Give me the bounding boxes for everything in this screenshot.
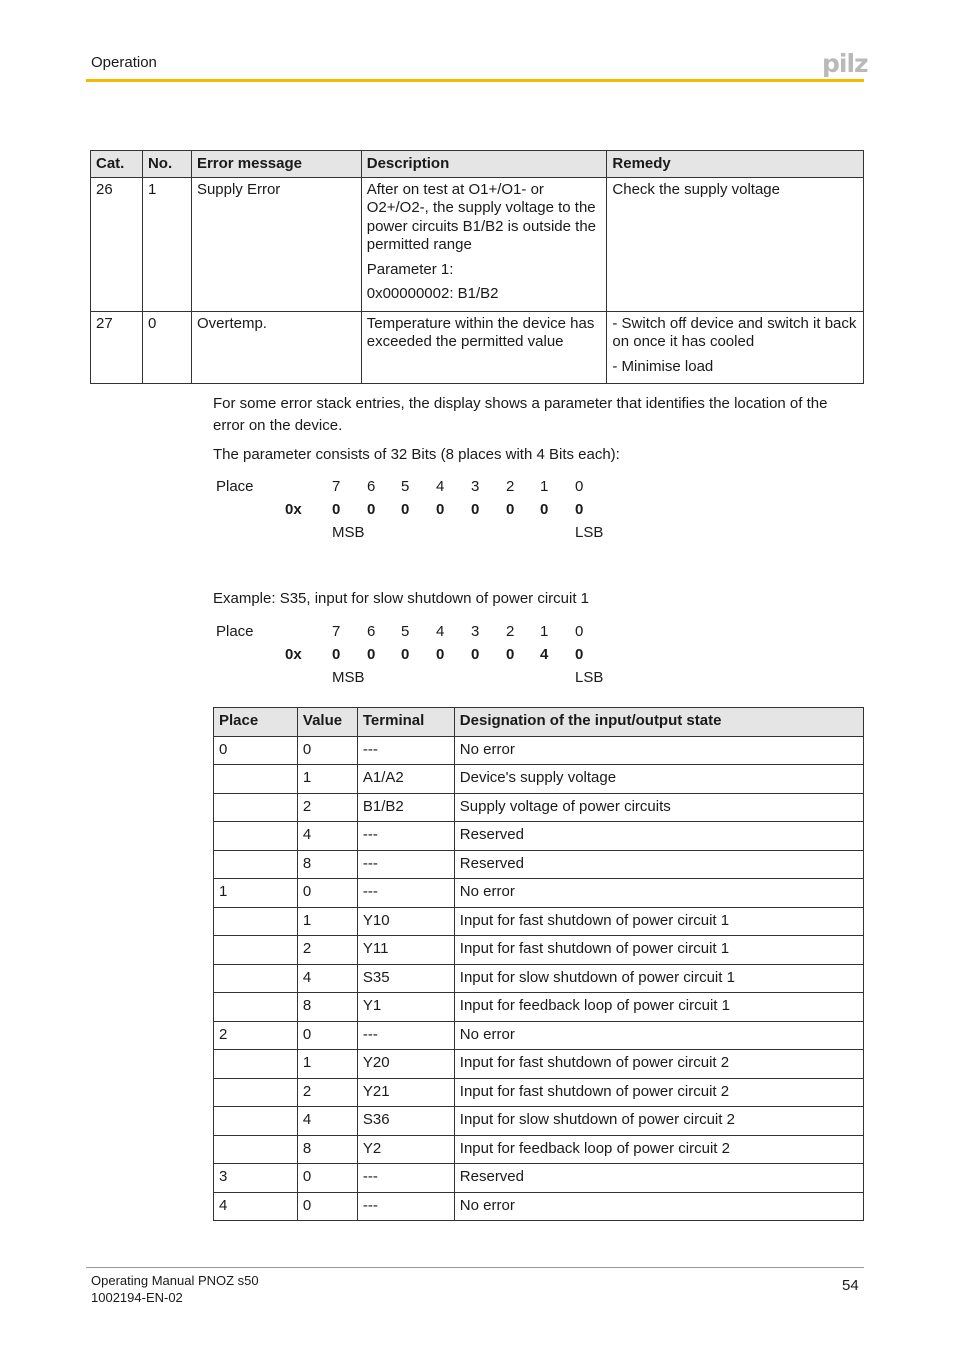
place-value-table — [213, 707, 864, 1221]
place-number: 6 — [367, 623, 376, 640]
value-cell: 4 — [297, 822, 357, 851]
place-cell: 2 — [214, 1021, 298, 1050]
place-number: 5 — [401, 478, 410, 495]
header-section-title: Operation — [91, 54, 157, 71]
designation-cell: Input for fast shutdown of power circuit 2 — [454, 1078, 863, 1107]
footer-manual-info — [91, 1272, 259, 1306]
value-cell: 4 — [297, 1107, 357, 1136]
terminal-cell: S35 — [357, 964, 454, 993]
place-cell: 4 — [214, 1192, 298, 1221]
table-row — [214, 1050, 864, 1079]
value-cell: 4 — [297, 964, 357, 993]
hex-digit: 0 — [367, 501, 376, 518]
terminal-cell: Y20 — [357, 1050, 454, 1079]
designation-cell: Input for fast shutdown of power circuit 2 — [454, 1050, 863, 1079]
table-row — [214, 1021, 864, 1050]
designation-cell: Device's supply voltage — [454, 765, 863, 794]
value-cell: 2 — [297, 1078, 357, 1107]
lsb-label: LSB — [575, 524, 604, 541]
table-row — [214, 736, 864, 765]
designation-cell: Reserved — [454, 822, 863, 851]
designation-cell: Input for feedback loop of power circuit 1 — [454, 993, 863, 1022]
place-number: 4 — [436, 623, 445, 640]
column-header: Remedy — [607, 151, 864, 178]
pilz-logo: pilz — [822, 49, 868, 78]
place-cell — [214, 1050, 298, 1079]
hex-digit: 0 — [540, 501, 549, 518]
remedy-text: - Minimise load — [612, 357, 714, 375]
place-cell — [214, 993, 298, 1022]
value-cell: 8 — [297, 1135, 357, 1164]
terminal-cell: Y10 — [357, 907, 454, 936]
place-number: 4 — [436, 478, 445, 495]
place-cell: 0 — [214, 736, 298, 765]
place-number: 5 — [401, 623, 410, 640]
header-divider — [86, 79, 864, 82]
terminal-cell: --- — [357, 879, 454, 908]
column-header: Place — [214, 708, 298, 737]
table-row — [214, 1107, 864, 1136]
bit-diagram-example — [213, 623, 633, 692]
description-text: After on test at O1+/O1- or O2+/O2-, the supply voltage to the power circuits B1/B2 is outside the permitted range — [366, 180, 597, 253]
table-row — [214, 822, 864, 851]
designation-cell: Reserved — [454, 1164, 863, 1193]
value-cell: 1 — [297, 765, 357, 794]
column-header: Error message — [191, 151, 361, 178]
lsb-label: LSB — [575, 669, 604, 686]
table-row — [214, 1192, 864, 1221]
terminal-cell: Y2 — [357, 1135, 454, 1164]
table-row — [91, 177, 864, 311]
terminal-cell: --- — [357, 736, 454, 765]
designation-cell: No error — [454, 879, 863, 908]
hex-digit: 0 — [332, 501, 341, 518]
remedy-text: Check the supply voltage — [612, 180, 780, 198]
place-number: 3 — [471, 478, 480, 495]
page-number: 54 — [842, 1277, 859, 1294]
place-cell — [214, 765, 298, 794]
column-header: No. — [142, 151, 191, 178]
bit-diagram — [213, 478, 633, 547]
hex-prefix: 0x — [285, 501, 302, 518]
hex-digit: 0 — [436, 501, 445, 518]
column-header: Terminal — [357, 708, 454, 737]
place-number: 7 — [332, 623, 341, 640]
place-number: 3 — [471, 623, 480, 640]
cat-cell: 26 — [91, 177, 143, 311]
hex-digit: 0 — [471, 501, 480, 518]
terminal-cell: A1/A2 — [357, 765, 454, 794]
terminal-cell: Y1 — [357, 993, 454, 1022]
table-row — [214, 793, 864, 822]
place-number: 1 — [540, 478, 549, 495]
table-row — [214, 907, 864, 936]
table-row — [214, 1078, 864, 1107]
terminal-cell: Y21 — [357, 1078, 454, 1107]
designation-cell: Supply voltage of power circuits — [454, 793, 863, 822]
place-number: 0 — [575, 623, 584, 640]
table-row — [214, 850, 864, 879]
place-cell — [214, 964, 298, 993]
error-table — [90, 150, 864, 384]
msb-label: MSB — [332, 524, 365, 541]
column-header: Description — [361, 151, 607, 178]
place-number: 1 — [540, 623, 549, 640]
example-paragraph: Example: S35, input for slow shutdown of power circuit 1 — [213, 590, 590, 607]
no-cell: 1 — [142, 177, 191, 311]
description-cell — [361, 311, 607, 383]
place-number: 0 — [575, 478, 584, 495]
remedy-cell — [607, 311, 864, 383]
value-cell: 2 — [297, 936, 357, 965]
terminal-cell: B1/B2 — [357, 793, 454, 822]
value-cell: 1 — [297, 1050, 357, 1079]
place-cell: 3 — [214, 1164, 298, 1193]
description-cell — [361, 177, 607, 311]
column-header: Cat. — [91, 151, 143, 178]
remedy-text: - Switch off device and switch it back on once it has cooled — [612, 314, 857, 350]
place-cell — [214, 936, 298, 965]
designation-cell: Reserved — [454, 850, 863, 879]
place-number: 6 — [367, 478, 376, 495]
table-row — [214, 964, 864, 993]
place-cell — [214, 1107, 298, 1136]
place-label: Place — [216, 478, 254, 495]
table-row — [214, 879, 864, 908]
table-row — [214, 1135, 864, 1164]
table-row — [214, 1164, 864, 1193]
description-text: Temperature within the device has exceeded the permitted value — [366, 314, 595, 350]
terminal-cell: --- — [357, 1021, 454, 1050]
hex-digit: 0 — [367, 646, 376, 663]
place-number: 7 — [332, 478, 341, 495]
value-cell: 1 — [297, 907, 357, 936]
msb-label: MSB — [332, 669, 365, 686]
place-cell — [214, 822, 298, 851]
terminal-cell: --- — [357, 850, 454, 879]
table-row — [214, 993, 864, 1022]
cat-cell: 27 — [91, 311, 143, 383]
value-cell: 0 — [297, 736, 357, 765]
hex-digit: 0 — [575, 646, 584, 663]
value-cell: 0 — [297, 1021, 357, 1050]
terminal-cell: --- — [357, 1164, 454, 1193]
hex-digit: 0 — [506, 646, 515, 663]
designation-cell: Input for fast shutdown of power circuit 1 — [454, 936, 863, 965]
value-cell: 8 — [297, 993, 357, 1022]
designation-cell: No error — [454, 1192, 863, 1221]
description-text: 0x00000002: B1/B2 — [366, 285, 499, 302]
message-cell: Supply Error — [191, 177, 361, 311]
description-text: Parameter 1: — [366, 260, 454, 278]
hex-prefix: 0x — [285, 646, 302, 663]
hex-digit: 0 — [332, 646, 341, 663]
table-row — [214, 936, 864, 965]
value-cell: 8 — [297, 850, 357, 879]
place-cell — [214, 1078, 298, 1107]
intro-paragraph: For some error stack entries, the display shows a parameter that identifies the location of the error on the device. — [213, 395, 828, 434]
designation-cell: Input for feedback loop of power circuit 2 — [454, 1135, 863, 1164]
hex-digit: 0 — [401, 501, 410, 518]
place-cell — [214, 907, 298, 936]
error-table-header — [91, 151, 864, 178]
message-cell: Overtemp. — [191, 311, 361, 383]
column-header: Designation of the input/output state — [454, 708, 863, 737]
terminal-cell: S36 — [357, 1107, 454, 1136]
terminal-cell: Y11 — [357, 936, 454, 965]
place-cell — [214, 793, 298, 822]
column-header: Value — [297, 708, 357, 737]
value-cell: 0 — [297, 1164, 357, 1193]
document-number: 1002194-EN-02 — [91, 1290, 183, 1305]
place-number: 2 — [506, 623, 515, 640]
place-cell — [214, 850, 298, 879]
remedy-cell — [607, 177, 864, 311]
designation-cell: Input for slow shutdown of power circuit 1 — [454, 964, 863, 993]
hex-digit: 0 — [575, 501, 584, 518]
hex-digit: 0 — [471, 646, 480, 663]
designation-cell: No error — [454, 1021, 863, 1050]
hex-digit: 0 — [506, 501, 515, 518]
table-row — [214, 765, 864, 794]
terminal-cell: --- — [357, 822, 454, 851]
value-cell: 0 — [297, 879, 357, 908]
parameter-paragraph: The parameter consists of 32 Bits (8 places with 4 Bits each): — [213, 446, 620, 463]
designation-cell: Input for slow shutdown of power circuit 2 — [454, 1107, 863, 1136]
place-label: Place — [216, 623, 254, 640]
hex-digit: 0 — [401, 646, 410, 663]
no-cell: 0 — [142, 311, 191, 383]
terminal-cell: --- — [357, 1192, 454, 1221]
place-table-header — [214, 708, 864, 737]
place-cell: 1 — [214, 879, 298, 908]
hex-digit: 0 — [436, 646, 445, 663]
value-cell: 2 — [297, 793, 357, 822]
footer-divider — [86, 1267, 864, 1268]
place-cell — [214, 1135, 298, 1164]
place-number: 2 — [506, 478, 515, 495]
manual-title: Operating Manual PNOZ s50 — [91, 1273, 259, 1288]
value-cell: 0 — [297, 1192, 357, 1221]
table-row — [91, 311, 864, 383]
designation-cell: No error — [454, 736, 863, 765]
hex-digit: 4 — [540, 646, 549, 663]
designation-cell: Input for fast shutdown of power circuit 1 — [454, 907, 863, 936]
